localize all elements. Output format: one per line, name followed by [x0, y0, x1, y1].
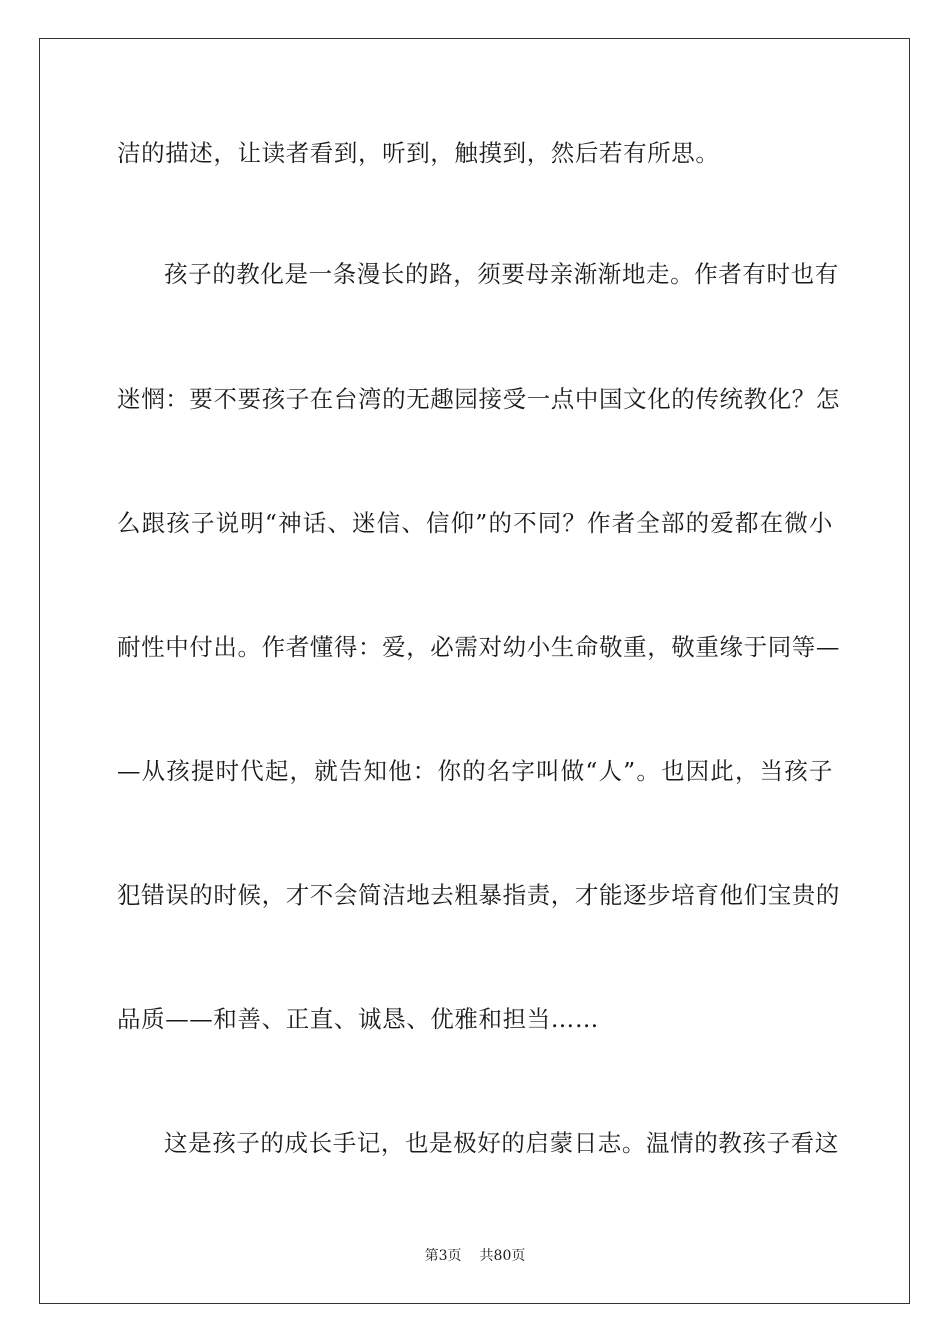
text-line-7: 犯错误的时候，才不会简洁地去粗暴指责，才能逐步培育他们宝贵的 — [117, 881, 840, 909]
text-line-6: —从孩提时代起，就告知他：你的名字叫做“人”。也因此，当孩子 — [117, 757, 833, 785]
text-line-1: 洁的描述，让读者看到，听到，触摸到，然后若有所思。 — [117, 139, 720, 167]
text-line-8: 品质——和善、正直、诚恳、优雅和担当…… — [117, 1005, 599, 1033]
page-frame — [39, 38, 910, 1304]
page-footer — [0, 1247, 950, 1265]
text-line-5: 耐性中付出。作者懂得：爱，必需对幼小生命敬重，敬重缘于同等— — [117, 633, 840, 661]
page-number-total: 共80页 — [479, 1248, 526, 1264]
text-line-3: 迷惘：要不要孩子在台湾的无趣园接受一点中国文化的传统教化？怎 — [117, 385, 840, 413]
text-line-9: 这是孩子的成长手记，也是极好的启蒙日志。温情的教孩子看这 — [164, 1129, 839, 1157]
text-line-2: 孩子的教化是一条漫长的路，须要母亲渐渐地走。作者有时也有 — [164, 260, 839, 288]
text-line-4: 么跟孩子说明“神话、迷信、信仰”的不同？作者全部的爱都在微小 — [117, 509, 833, 537]
page-number-current: 第3页 — [424, 1248, 462, 1264]
